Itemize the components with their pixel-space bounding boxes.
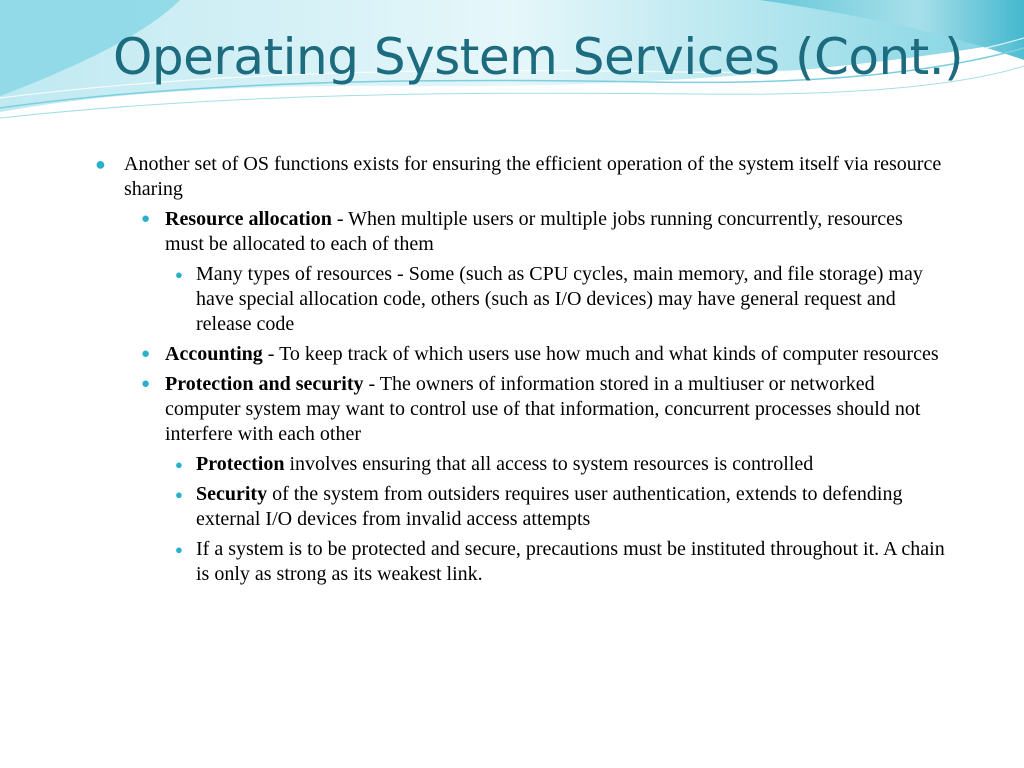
bullet-text: - The owners of information stored in a multiuser or networked computer system may want to control use of that information, concurrent processes should not interfere with each other: [165, 373, 921, 445]
bullet-marker-icon: ●: [141, 346, 151, 362]
bullet-text: of the system from outsiders requires user authentication, extends to defending external I/O devices from invalid access attempts: [196, 483, 903, 530]
bullet-text: - To keep track of which users use how much and what kinds of computer resources: [262, 343, 939, 365]
bullet-text: Many types of resources - Some (such as CPU cycles, main memory, and file storage) may have special allocation code, others (such as I/O devices) may have general request and release code: [196, 263, 923, 335]
bullet-marker-icon: ●: [175, 267, 183, 282]
bullet-text: - When multiple users or multiple jobs running concurrently, resources must be allocated to each of them: [165, 208, 903, 255]
slide-title: Operating System Services (Cont.): [113, 28, 964, 86]
bullet-item: [95, 342, 945, 367]
bullet-marker-icon: ●: [175, 542, 183, 557]
bullet-marker-icon: ●: [175, 457, 183, 472]
bullet-item: [95, 262, 945, 337]
bullet-term: Accounting: [165, 343, 263, 365]
bullet-item: [95, 152, 945, 202]
bullet-term: Protection and security: [165, 373, 364, 395]
bullet-text: Another set of OS functions exists for ensuring the efficient operation of the system itself via resource sharing: [124, 153, 942, 200]
bullet-item: [95, 537, 945, 587]
bullet-list: [95, 152, 945, 587]
bullet-marker-icon: ●: [175, 487, 183, 502]
bullet-marker-icon: ●: [95, 154, 106, 174]
bullet-item: [95, 452, 945, 477]
bullet-term: Protection: [196, 453, 285, 475]
bullet-marker-icon: ●: [141, 211, 151, 227]
bullet-text: If a system is to be protected and secure, precautions must be instituted throughout it. A chain is only as strong as its weakest link.: [196, 538, 945, 585]
bullet-marker-icon: ●: [141, 376, 151, 392]
bullet-item: [95, 482, 945, 532]
bullet-term: Resource allocation: [165, 208, 332, 230]
bullet-item: [95, 207, 945, 257]
bullet-text: involves ensuring that all access to system resources is controlled: [284, 453, 814, 475]
bullet-term: Security: [196, 483, 268, 505]
bullet-item: [95, 372, 945, 447]
